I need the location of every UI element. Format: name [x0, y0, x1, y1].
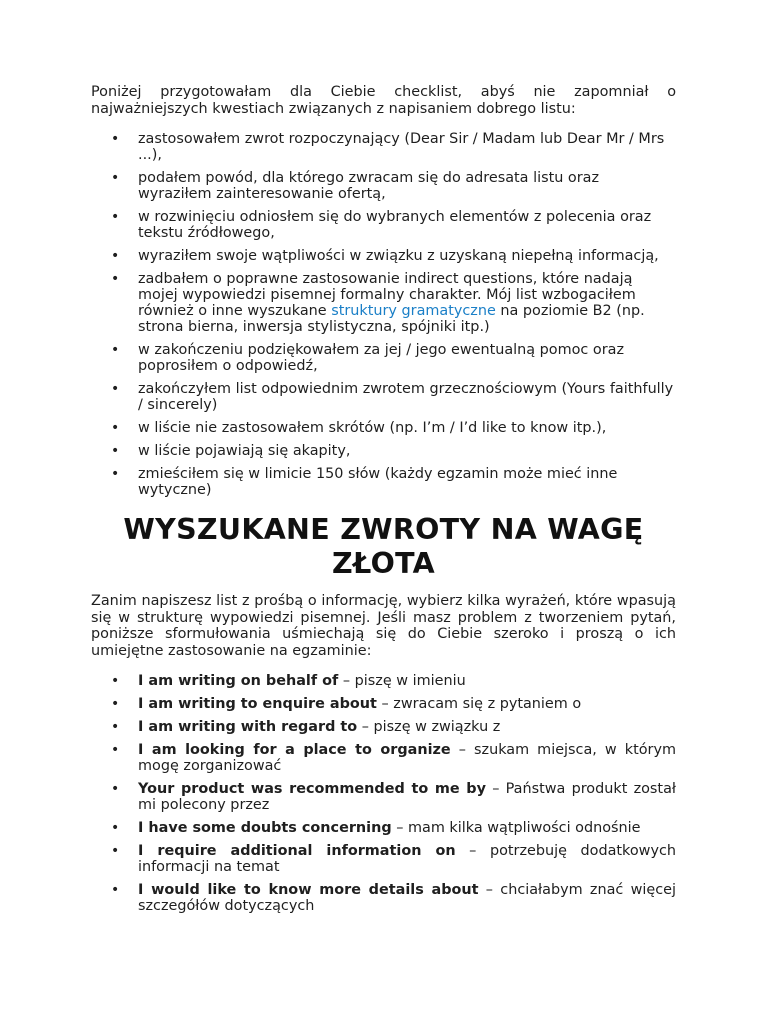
document-page [91, 84, 676, 921]
bullet-icon: • [111, 248, 120, 264]
bullet-icon: • [111, 696, 120, 712]
bullet-icon: • [111, 209, 120, 225]
bullet-icon: • [111, 443, 120, 459]
phrase-polish: – Państwa produkt został mi polecony przez [138, 781, 676, 813]
bullet-icon: • [111, 719, 120, 735]
checklist-item: • zadbałem o poprawne zastosowanie indirect questions, które nadają mojej wypowiedzi pisemnej formalny charakter. Mój list wzbogaciłem również o inne wyszukane struktury gramatyczne na poziomie B2 (np. strona bierna, inwersja stylistyczna, spójniki itp.) [111, 271, 645, 335]
phrase-polish: – mam kilka wątpliwości odnośnie [391, 820, 641, 836]
phrase-item [91, 719, 676, 735]
phrase-polish: – piszę w imieniu [338, 673, 466, 689]
checklist-item: • zmieściłem się w limicie 150 słów (każdy egzamin może mieć inne wytyczne) [111, 466, 618, 498]
section-heading: WYSZUKANE ZWROTY NA WAGĘ ZŁOTA [123, 513, 644, 580]
phrase-item [91, 781, 676, 813]
phrase-polish: – szukam miejsca, w którym mogę zorganizować [138, 742, 677, 774]
phrase-polish: – chciałabym znać więcej szczegółów dotyczących [138, 882, 677, 914]
bullet-icon: • [111, 781, 120, 797]
checklist-item: • podałem powód, dla którego zwracam się do adresata listu oraz wyraziłem zainteresowanie ofertą, [111, 170, 599, 202]
bullet-icon: • [111, 271, 120, 287]
bullet-icon: • [111, 131, 120, 147]
checklist-item: • wyraziłem swoje wątpliwości w związku z uzyskaną niepełną informacją, [111, 248, 659, 264]
bullet-icon: • [111, 466, 120, 482]
bullet-icon: • [111, 381, 120, 397]
bullet-icon: • [111, 170, 120, 186]
phrase-polish: – zwracam się z pytaniem o [376, 696, 582, 712]
phrase-item [91, 742, 676, 774]
phrase-english: I have some doubts concerning [138, 820, 392, 836]
phrase-polish: – potrzebuję dodatkowych informacji na temat [138, 843, 676, 875]
phrase-item [91, 696, 676, 712]
checklist-item: • w liście nie zastosowałem skrótów (np. I’m / I’d like to know itp.), [111, 420, 607, 436]
bullet-icon: • [111, 342, 120, 358]
phrase-english: I would like to know more details about [138, 882, 479, 898]
checklist-item: • w rozwinięciu odniosłem się do wybranych elementów z polecenia oraz tekstu źródłowego, [111, 209, 652, 241]
phrase-item [91, 843, 676, 875]
grammar-structures-link[interactable]: struktury gramatyczne [331, 303, 496, 319]
phrases-intro-paragraph: Zanim napiszesz list z prośbą o informację, wybierz kilka wyrażeń, które wpasują się w strukturę wypowiedzi pisemnej. Jeśli masz problem z tworzeniem pytań, poniższe sformułowania uśmiechają się do Ciebie szeroko i proszą o ich umiejętne zastosowanie na egzaminie: [91, 593, 676, 659]
phrase-english: I am writing to enquire about [138, 696, 377, 712]
checklist-item: • zakończyłem list odpowiednim zwrotem grzecznościowym (Yours faithfully / sincerely) [111, 381, 674, 413]
phrase-item [91, 673, 676, 689]
checklist-item: • w liście pojawiają się akapity, [111, 443, 351, 459]
bullet-icon: • [111, 420, 120, 436]
phrase-item [91, 820, 676, 836]
intro-paragraph: Poniżej przygotowałam dla Ciebie checklist, abyś nie zapomniał o najważniejszych kwestiach związanych z napisaniem dobrego listu: [91, 84, 676, 117]
bullet-icon: • [111, 742, 120, 758]
phrase-english: I am looking for a place to organize [138, 742, 451, 758]
phrase-english: I require additional information on [138, 843, 456, 859]
checklist-item: • w zakończeniu podziękowałem za jej / jego ewentualną pomoc oraz poprosiłem o odpowiedź, [111, 342, 625, 374]
bullet-icon: • [111, 820, 120, 836]
bullet-icon: • [111, 882, 120, 898]
checklist [91, 131, 676, 498]
phrase-english: I am writing on behalf of [138, 673, 339, 689]
phrase-polish: – piszę w związku z [357, 719, 501, 735]
phrases-list [91, 673, 676, 914]
bullet-icon: • [111, 843, 120, 859]
phrase-english: I am writing with regard to [138, 719, 358, 735]
phrase-english: Your product was recommended to me by [138, 781, 486, 797]
bullet-icon: • [111, 673, 120, 689]
phrase-item [91, 882, 676, 914]
checklist-item: • zastosowałem zwrot rozpoczynający (Dear Sir / Madam lub Dear Mr / Mrs ...), [111, 131, 665, 163]
